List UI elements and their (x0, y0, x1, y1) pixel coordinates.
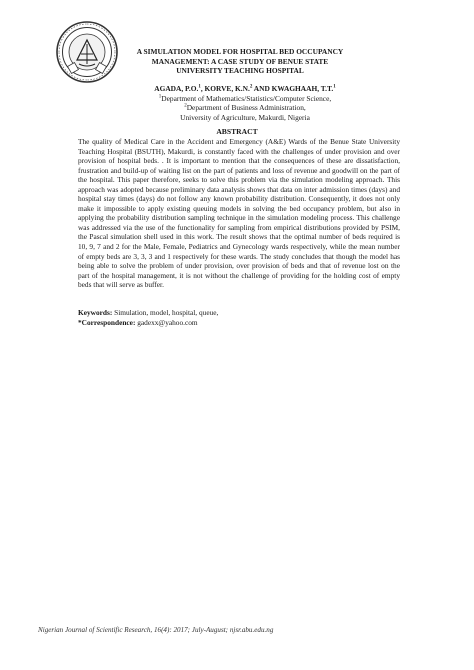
keywords-label: Keywords: (78, 308, 113, 317)
affiliation (100, 94, 390, 104)
keywords-block (78, 308, 400, 327)
author-separator: , (200, 84, 205, 93)
affiliation-text: Department of Business Administration, (186, 103, 306, 113)
affiliation-text: University of Agriculture, Makurdi, Nigeria (180, 112, 310, 122)
keywords-line (78, 308, 400, 318)
author-name: KORVE, K.N. (204, 84, 250, 93)
title-line: A SIMULATION MODEL FOR HOSPITAL BED OCCUPANCY (136, 47, 344, 56)
author-name: AGADA, P.O. (154, 84, 199, 93)
abstract-text: The quality of Medical Care in the Accident and Emergency (A&E) Wards of the Benue State University Teaching Hospital (BSUTH), Makurdi, is constantly faced with the challenges of under provision and over provision of hospital beds. . It is important to mention that the consequences of these are dissatisfaction, frustration and build-up of waiting list on the part of patients and loss of revenue and goodwill on the part of the hospital. This paper therefore, seeks to solve this problem via the simulation modeling approach. This approach was adopted because preliminary data analysis shows that data on inter admission times (days) and hospital stay times (days) do not follow any known probability distribution. Consequently, it does not only make it impossible to apply existing queuing models in solving the bed occupancy problem, but also in applying the probability distribution sampling technique in the simulation modeling process. This challenge was addressed via the use of the functionality for sampling from empirical distributions provided by PSIM, the Pascal simulation shell used in this work. The result shows that the optimal number of beds required is 10, 9, 7 and 2 for the Male, Female, Pediatrics and Gynecology wards respectively, while the mean number of empty beds are 3, 3, 3 and 1 respectively for these wards. The study concludes that though the model has being able to solve the problem of under provision, over provision of beds and that of revenue lost on the part of the hospital management, it is not without the challenge of providing for the holding cost of empty beds that will serve as buffer. (78, 137, 400, 290)
author-affiliation-marker: 1 (198, 84, 201, 90)
affiliation (100, 113, 390, 123)
paper-title (120, 47, 360, 76)
title-line: UNIVERSITY TEACHING HOSPITAL (176, 66, 304, 76)
correspondence-email: gadexx@yahoo.com (135, 317, 198, 327)
author-affiliation-marker: 2 (249, 84, 253, 90)
keywords-value: Simulation, model, hospital, queue, (112, 308, 219, 317)
affiliation-marker: 2 (184, 103, 187, 109)
university-seal-icon (55, 20, 119, 84)
correspondence-label: *Correspondence: (78, 317, 136, 327)
author-name: KWAGHAAH, T.T. (271, 84, 334, 93)
author-block (100, 84, 390, 122)
affiliation-text: Department of Mathematics/Statistics/Computer Science, (161, 93, 332, 103)
affiliation (100, 103, 390, 113)
correspondence-line (78, 318, 400, 328)
author-separator: AND (252, 84, 272, 93)
journal-citation: Nigerian Journal of Scientific Research, 16(4): 2017; July-August; njsr.abu.edu.ng (38, 626, 274, 634)
affiliation-marker: 1 (158, 94, 162, 100)
author-list (100, 84, 390, 94)
author-affiliation-marker: 1 (333, 84, 336, 90)
title-line: MANAGEMENT: A CASE STUDY OF BENUE STATE (151, 56, 329, 66)
abstract-heading: ABSTRACT (216, 127, 258, 136)
